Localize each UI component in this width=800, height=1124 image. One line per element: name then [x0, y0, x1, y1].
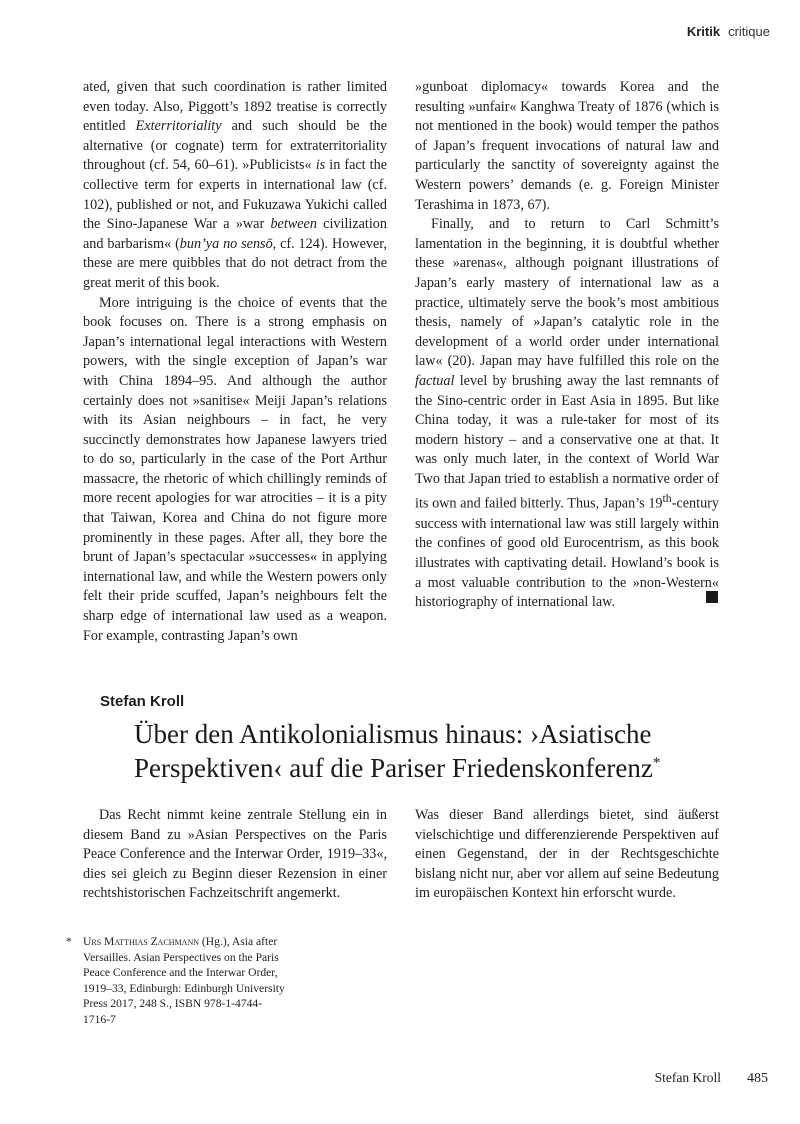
- page-number: 485: [747, 1071, 768, 1086]
- article-column-left: [83, 806, 387, 904]
- paragraph: More intriguing is the choice of events that the book focuses on. There is a strong emphasis on Japan’s international legal interactions with Western powers, with the single exception of Japan’s war with China 1894–95. And although the author certainly does not »sanitise« Meiji Japan’s relations with its Asian neighbours – in fact, he very succinctly demonstrates how Japanese lawyers tried to do so, particularly in the case of the Port Arthur massacre, the rhetoric of which chillingly reminds of more recent apologies for war atrocities – it is a pity that Taiwan, Korea and China do not figure more prominently in these pages. After all, they bore the brunt of Japan’s spectacular »successes« in applying international law, and while the Western powers only felt their pride scuffed, Japan’s neighbours felt the sharp edge of international law used as a weapon. For example, contrasting Japan’s own: [83, 294, 387, 644]
- review-column-left: [83, 78, 387, 646]
- section-label: Kritik: [686, 24, 721, 39]
- paragraph: »gunboat diplomacy« towards Korea and the resulting »unfair« Kanghwa Treaty of 1876 (which is not mentioned in the book) would temper the pathos of Japan’s frequent invocations of natural law and particularly the sanctity of sovereignty against the Western powers’ demands (e. g. Foreign Minister Terashima in 1873, 67).: [415, 79, 719, 213]
- footnote-reference: *: [652, 755, 661, 771]
- article-author: Stefan Kroll: [100, 693, 185, 710]
- section-label-fr: critique: [728, 24, 770, 39]
- paragraph: Das Recht nimmt keine zentrale Stellung ein in diesem Band zu »Asian Perspectives on the Paris Peace Conference and the Interwar Order, 1919–33«, dies sei gleich zu Beginn dieser Rezension in einer rechtshistorischen Fachzeitschrift angemerkt.: [83, 807, 387, 902]
- footnote-text: Urs Matthias Zachmann (Hg.), Asia after Versailles. Asian Perspectives on the Paris Peace Conference and the Interwar Order, 1919–33, Edinburgh: Edinburgh University Press 2017, 248 S., ISBN 978-1-4744-1716-7: [83, 935, 285, 1026]
- paragraph: Finally, and to return to Carl Schmitt’s lamentation in the beginning, it is doubtful whether these »arenas«, although poignant illustrations of Japan’s early mastery of international law as a practice, ultimately serve the book’s most ambitious thesis, namely of »Japan’s catalytic role in the development of a world order under international law« (20). Japan may have fulfilled this role on the factual level by brushing away the last remnants of the Sino-centric order in East Asia in 1895. But like China today, it was a rule-taker for most of its modern history – and a conservative one at that. It was only much later, in the context of World War Two that Japan tried to establish a normative order of its own and failed bitterly. Thus, Japan’s 19th-century success with international law was still largely within the confines of good old Eurocentrism, as this book illustrates with captivating detail. Howland’s book is a most valuable contribution to the »non-Western« historiography of international law.: [415, 216, 719, 611]
- paragraph: Was dieser Band allerdings bietet, sind äußerst vielschichtige und differenzierende Perspektiven auf einen Gegenstand, der in der Rechtsgeschichte bislang nicht nur, aber vor allem auf seine Bedeutung im europäischen Kontext hin erforscht wurde.: [415, 807, 719, 902]
- running-header: [687, 24, 770, 39]
- article-column-right: [415, 806, 719, 904]
- footer-author: Stefan Kroll: [654, 1070, 721, 1085]
- footnote-mark: *: [66, 935, 72, 948]
- paragraph: ated, given that such coordination is rather limited even today. Also, Piggott’s 1892 treatise is correctly entitled Exterritoriality and such should be the alternative (or cognate) term for extraterritoriality throughout (cf. 54, 60–61). »Publicists« is in fact the collective term for experts in international law (cf. 102), published or not, and Fukuzawa Yukichi called the Sino-Japanese War a »war between civilization and barbarism« (bun’ya no sensō, cf. 124). However, these are mere quibbles that do not detract from the great merit of this book.: [83, 79, 387, 291]
- review-column-right: [415, 78, 719, 613]
- article-title: Über den Antikolonialismus hinaus: ›Asiatische Perspektiven‹ auf die Pariser Friedenskonferenz*: [134, 719, 661, 783]
- end-of-review-square-icon: [706, 591, 718, 603]
- page-footer: [655, 1070, 768, 1087]
- footnote: [66, 934, 286, 1028]
- footnote-editor: Urs Matthias Zachmann: [83, 935, 200, 948]
